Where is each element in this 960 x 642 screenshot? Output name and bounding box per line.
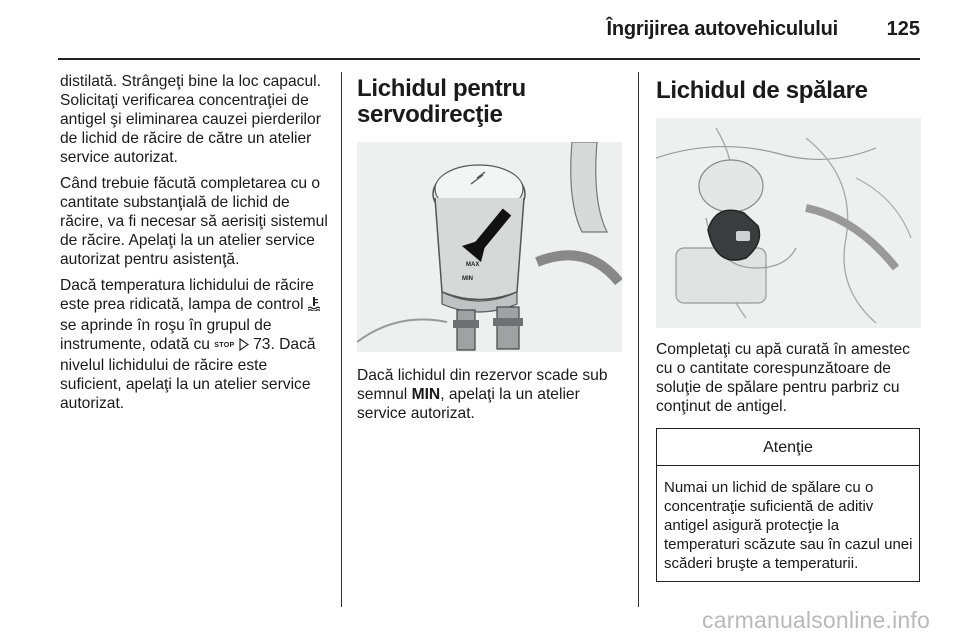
power-steering-reservoir-illustration	[357, 142, 622, 352]
column-2	[357, 72, 622, 430]
stop-icon: STOP	[214, 342, 235, 349]
caution-title: Atenţie	[657, 429, 919, 466]
page-reference[interactable]: 73	[253, 336, 271, 353]
paragraph-power-steering: Dacă lichidul din rezervor scade sub semnul MIN, apelaţi la un atelier service autorizat.	[357, 367, 608, 422]
min-mark-label: MIN	[462, 276, 473, 282]
watermark: carmanualsonline.info	[702, 607, 930, 633]
heading-power-steering: Lichidul pentru servodirecţie	[357, 75, 526, 128]
column-divider-1	[341, 72, 342, 607]
header-title: Îngrijirea autovehiculului	[606, 18, 838, 40]
page-number: 125	[886, 18, 920, 40]
paragraph-coolant-1: distilată. Strângeţi bine la loc capacul. Solicitaţi verificarea concentraţiei de antigel şi eliminarea cauzei pierderilor de lichid de răcire de către un atelier service autorizat.	[60, 73, 321, 166]
heading-washer-fluid: Lichidul de spălare	[656, 77, 868, 104]
washer-fluid-reservoir-illustration	[656, 118, 921, 328]
max-mark-label: MAX	[466, 262, 480, 268]
paragraph-washer-fluid: Completaţi cu apă curată în amestec cu o cantitate corespunzătoare de soluţie de spălare pentru parbriz cu conţinut de antigel.	[656, 341, 910, 415]
paragraph-coolant-3: Dacă temperatura lichidului de răcire este prea ridicată, lampa de control se aprinde în roşu în grupul de instrumente, odată cu STOP 73. Dacă nivelul lichidului de răcire este suficient, apelaţi la un atelier service autorizat.	[60, 276, 330, 413]
caution-box	[656, 428, 920, 582]
caution-text: Numai un lichid de spălare cu o concentraţie suficientă de aditiv antigel asigură protecţie la temperaturi scăzute sau în cazul unei scăderi bruşte a temperaturii.	[664, 479, 913, 572]
page-reference-icon[interactable]	[239, 337, 249, 356]
column-3	[656, 72, 921, 582]
coolant-temperature-icon	[308, 296, 320, 316]
column-1	[60, 72, 330, 420]
paragraph-coolant-2: Când trebuie făcută completarea cu o cantitate substanţială de lichid de răcire, va fi necesar să aerisiţi sistemul de răcire. Apelaţi la un atelier service autorizat pentru asistenţă.	[60, 175, 328, 268]
column-divider-2	[638, 72, 639, 607]
header-divider	[58, 58, 920, 60]
